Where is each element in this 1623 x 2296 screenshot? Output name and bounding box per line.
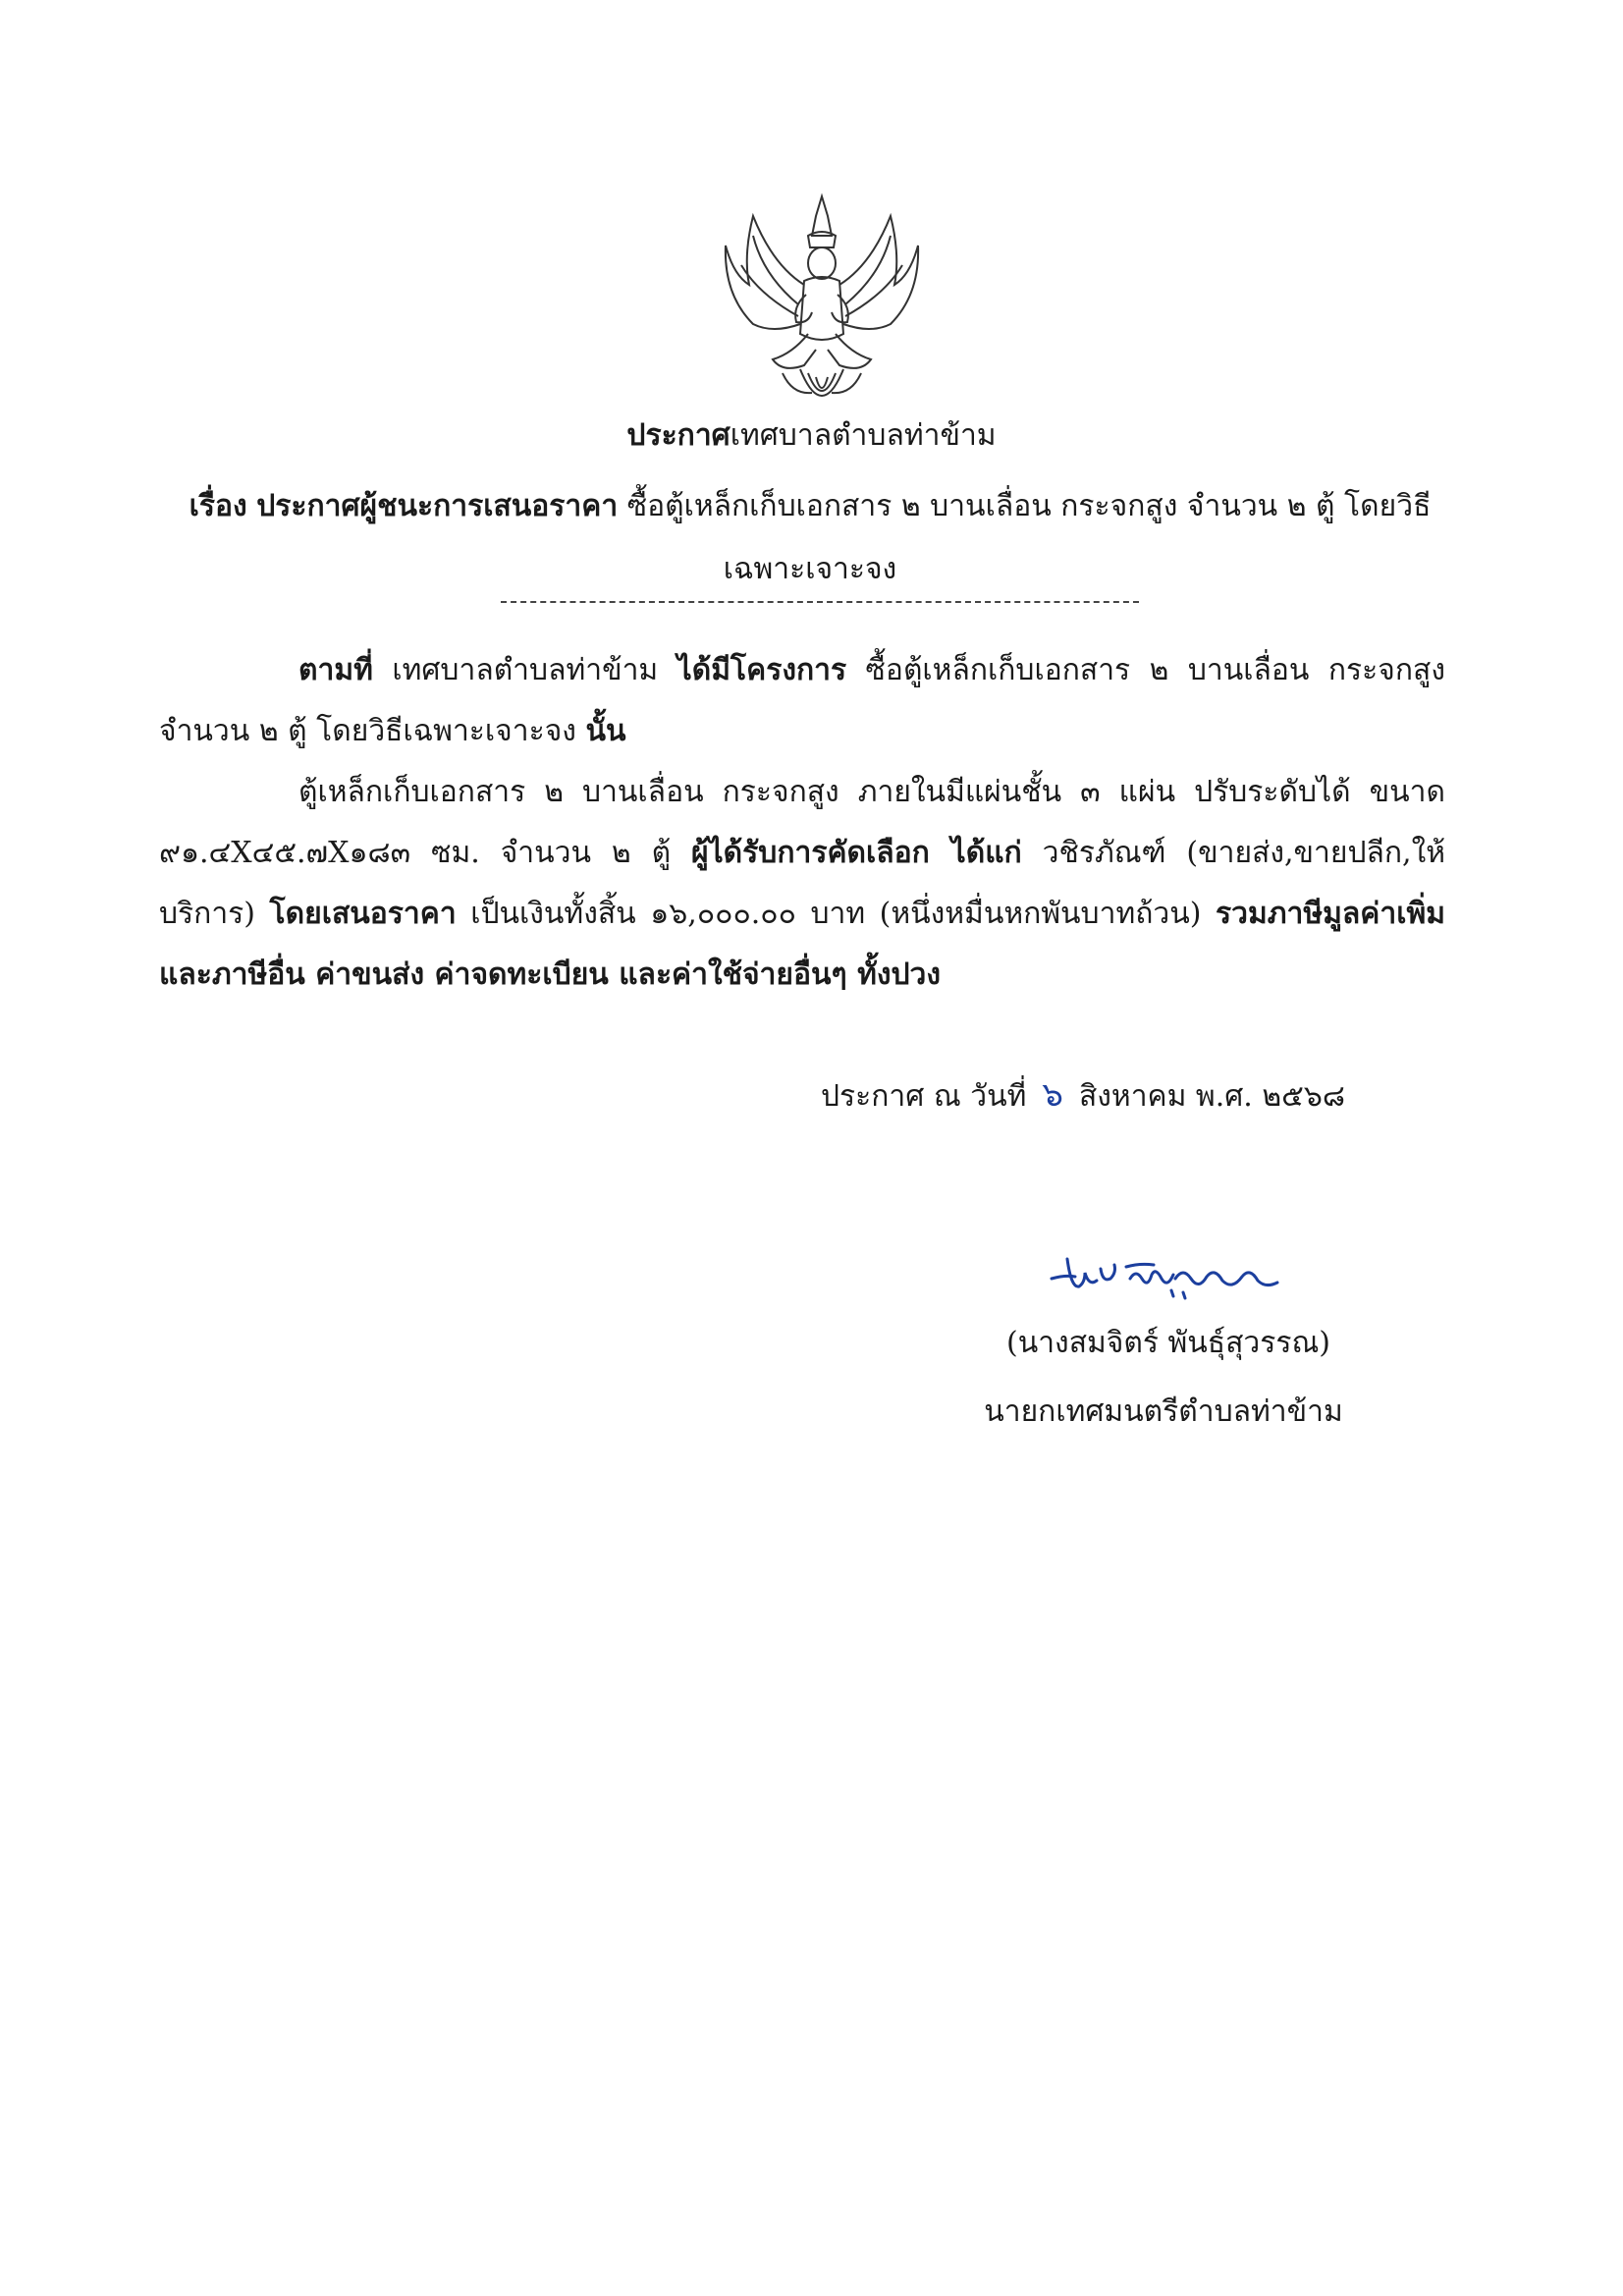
p2-a: ตู้เหล็กเก็บเอกสาร ๒ บานเลื่อน กระจกสูง ภายในมีแผ่นชั้น ๓ แผ่น ปรับระดับได้ ขนาด ๙๑.๔X๔๕.๗X๑๘๓ ซม. จำนวน ๒ ตู้ <box>159 775 1445 870</box>
paragraph-1 <box>159 640 1445 762</box>
date-day: ๖ <box>1042 1075 1063 1115</box>
subject-bold: ประกาศผู้ชนะการเสนอราคา <box>256 489 619 523</box>
document-title <box>0 416 1623 456</box>
document-subject <box>167 475 1453 601</box>
p2-e: เป็นเงินทั้งสิ้น ๑๖,๐๐๐.๐๐ บาท (หนึ่งหมื่นหกพันบาทถ้วน) <box>456 897 1216 931</box>
announcement-date <box>821 1070 1345 1121</box>
p1-lead: ตามที่ <box>298 653 373 687</box>
title-rest: เทศบาลตำบลท่าข้าม <box>730 418 997 453</box>
p2-b: ผู้ได้รับการคัดเลือก ได้แก่ <box>691 836 1022 870</box>
p1-c: ซื้อตู้เหล็กเก็บเอกสาร ๒ บานเลื่อน กระจกสูง จำนวน ๒ ตู้ โดยวิธีเฉพาะเจาะจง <box>159 653 1445 748</box>
p1-end: นั้น <box>585 714 626 748</box>
handwritten-signature <box>1046 1239 1291 1308</box>
signer-position: นายกเทศมนตรีตำบลท่าข้าม <box>984 1394 1343 1429</box>
p2-d: โดยเสนอราคา <box>269 897 457 931</box>
document-body <box>159 640 1445 1006</box>
p1-b: ได้มีโครงการ <box>676 653 847 687</box>
subject-label: เรื่อง <box>189 489 247 523</box>
garuda-emblem-icon <box>714 177 930 412</box>
date-month-year: สิงหาคม พ.ศ. ๒๕๖๘ <box>1078 1079 1346 1114</box>
date-prefix: ประกาศ ณ วันที่ <box>821 1079 1027 1114</box>
subject-text: ซื้อตู้เหล็กเก็บเอกสาร ๒ บานเลื่อน กระจกสูง จำนวน ๒ ตู้ โดยวิธีเฉพาะเจาะจง <box>626 489 1432 586</box>
p2-c: วชิรภัณฑ์ (ขายส่ง,ขายปลีก,ให้บริการ) <box>159 836 1446 931</box>
title-bold: ประกาศ <box>626 418 730 453</box>
p1-a: เทศบาลตำบลท่าข้าม <box>372 653 677 687</box>
signer-name: (นางสมจิตร์ พันธุ์สุวรรณ) <box>1005 1326 1330 1360</box>
paragraph-2 <box>159 762 1445 1006</box>
dashed-divider <box>501 601 1139 603</box>
p2-f: รวมภาษีมูลค่าเพิ่มและภาษีอื่น ค่าขนส่ง ค่าจดทะเบียน และค่าใช้จ่ายอื่นๆ ทั้งปวง <box>159 897 1445 992</box>
